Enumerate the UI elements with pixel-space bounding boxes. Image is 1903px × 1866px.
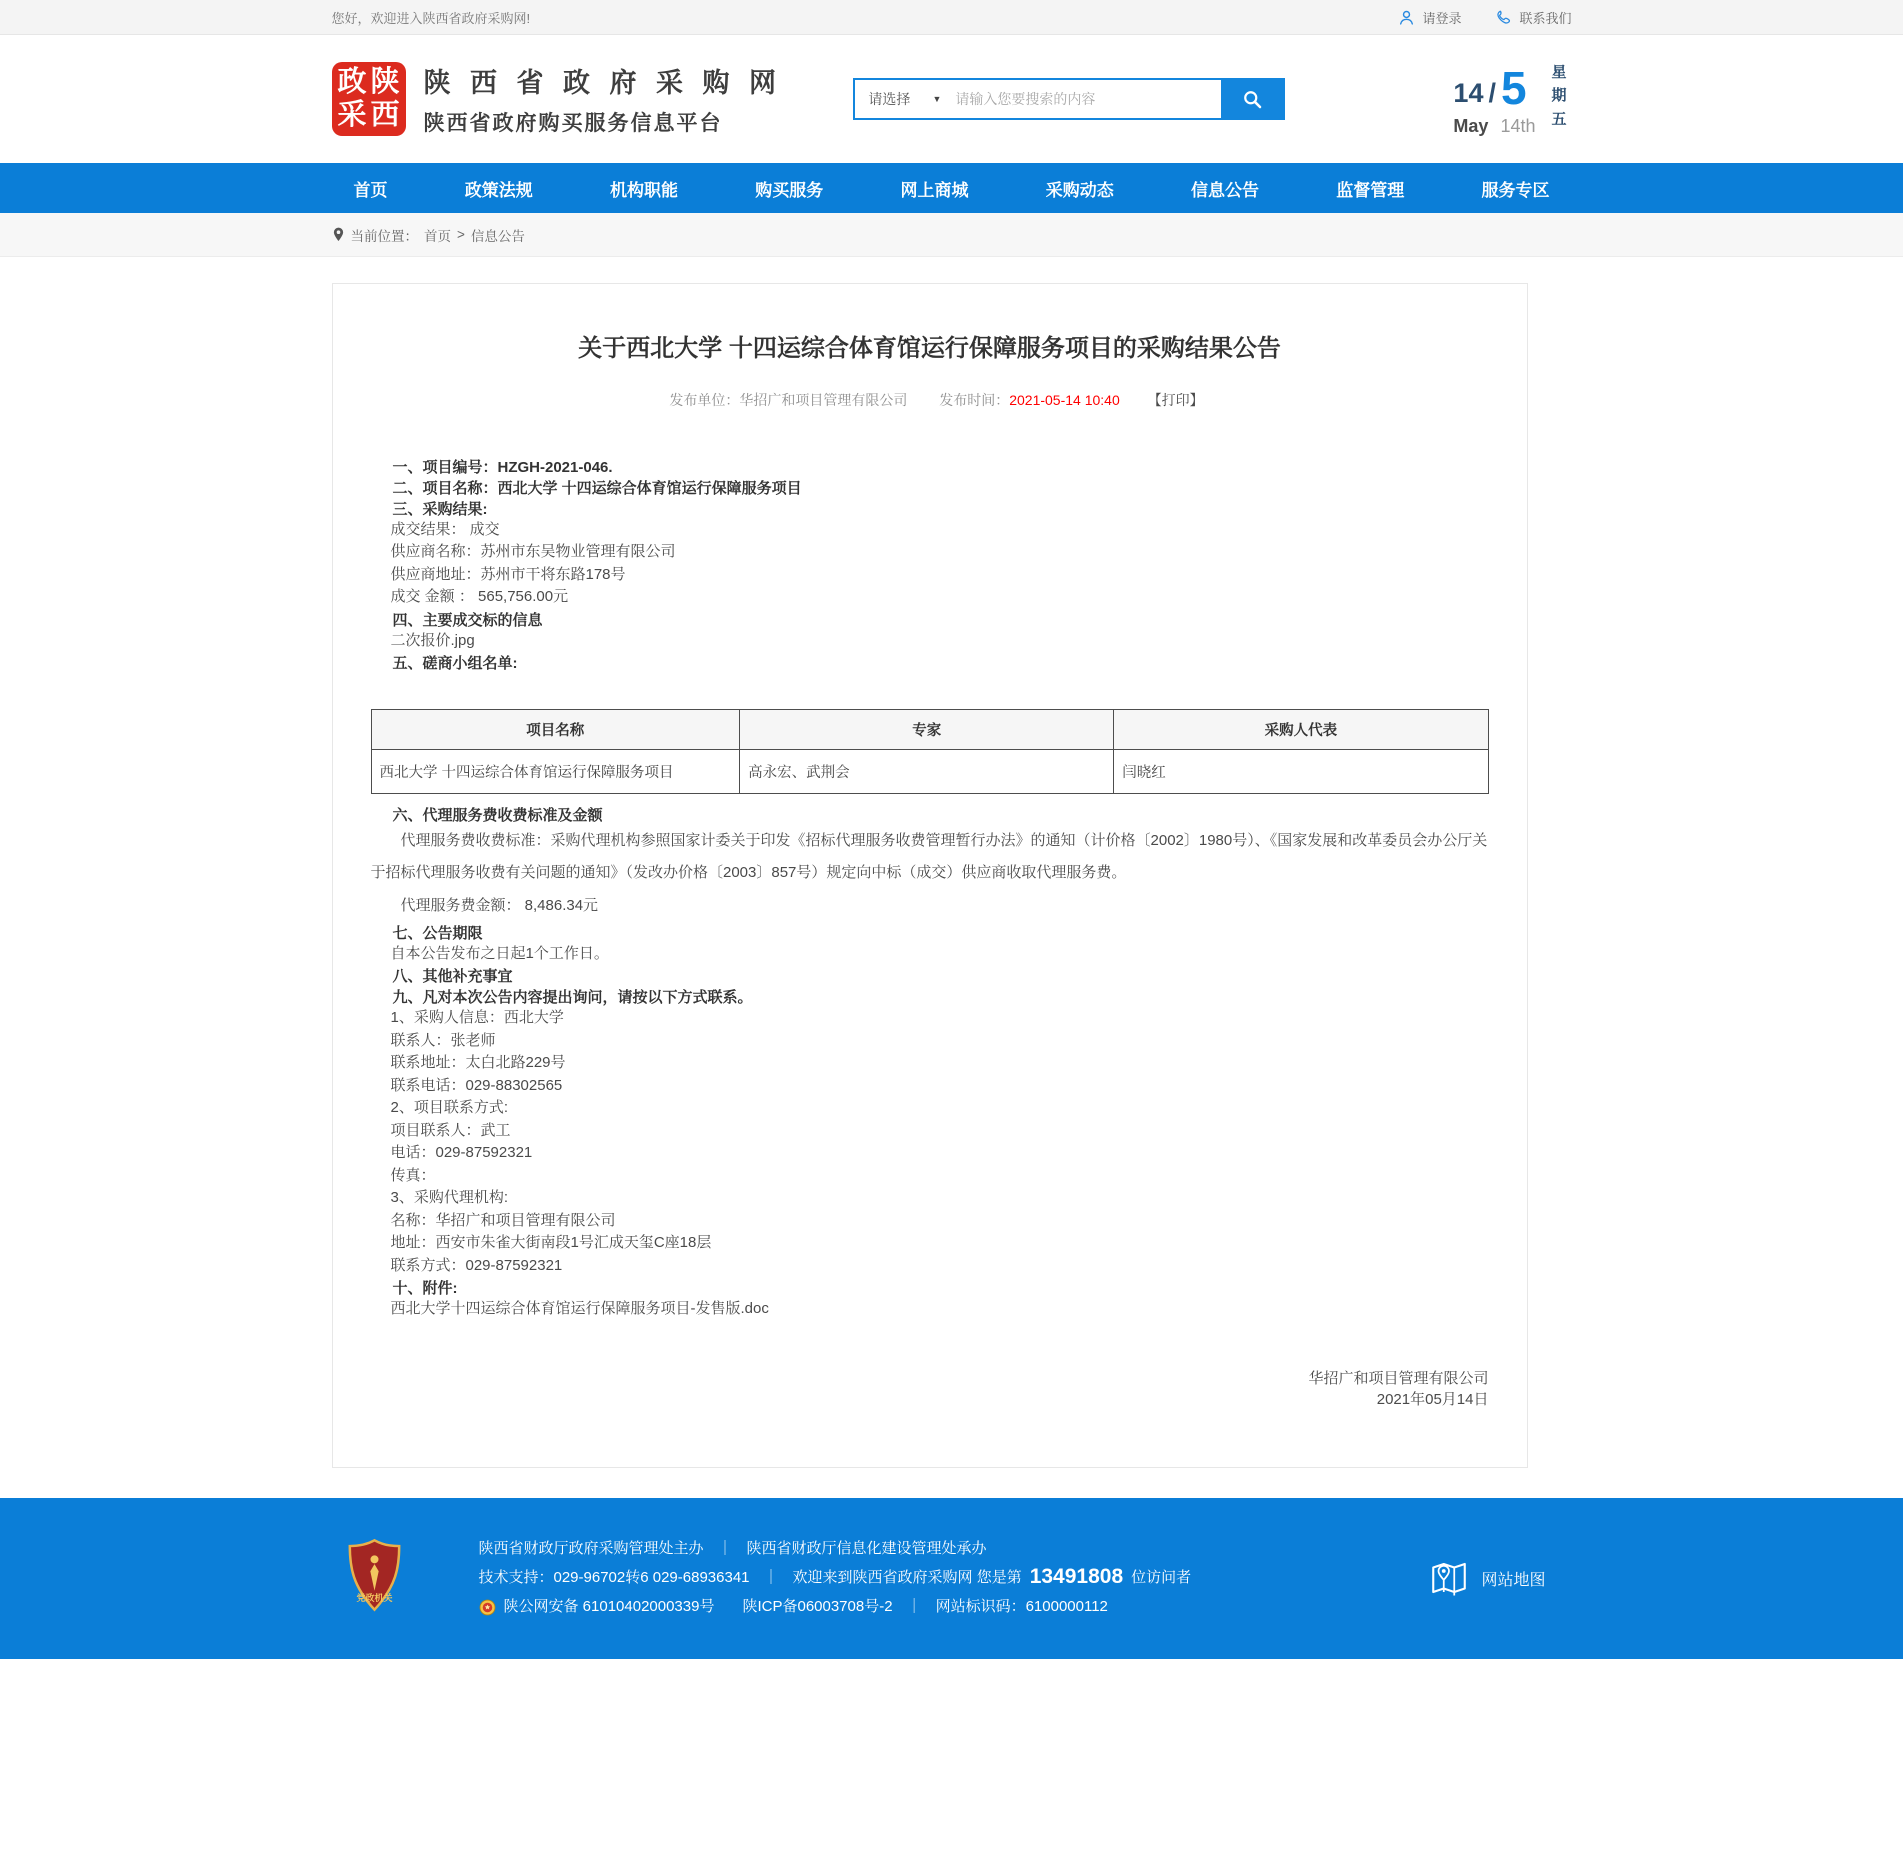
map-icon (1428, 1557, 1470, 1599)
location-pin-icon (332, 226, 345, 243)
welcome-text: 您好，欢迎进入陕西省政府采购网! (331, 10, 531, 26)
article-paragraph: 代理服务费收费标准：采购代理机构参照国家计委关于印发《招标代理服务收费管理暂行办法》的通知（计价格〔2002〕1980号）、《国家发展和改革委员会办公厅关于招标代理服务收费有关问题的通知》（发改办价格〔2003〕857号）规定向中标（成交）供应商收取代理服务费。 (370, 832, 1488, 882)
footer-support-line (479, 1567, 1192, 1589)
site-code-label: 网站标识码： (935, 1598, 1026, 1616)
login-label: 请登录 (1422, 10, 1462, 26)
icp-beian-link[interactable]: 陕ICP备06003708号-2 (742, 1598, 893, 1616)
publish-time-label: 发布时间： (939, 391, 1010, 408)
date-day-ordinal: 14th (1500, 116, 1536, 136)
results-table (371, 709, 1489, 794)
user-icon (1398, 9, 1415, 26)
article-paragraph: 五、磋商小组名单: (392, 655, 518, 673)
article-paragraph: 联系方式：029-87592321 (390, 1256, 563, 1274)
nav-item-8[interactable]: 服务专区 (1481, 180, 1550, 200)
article-paragraph: 七、公告期限 (392, 924, 483, 942)
article-paragraph: 联系地址：太白北路229号 (390, 1054, 566, 1072)
table-cell: 西北大学 十四运综合体育馆运行保障服务项目 (371, 750, 740, 794)
breadcrumb-home-link[interactable]: 首页 (424, 228, 451, 244)
footer-organizer-text: 陕西省财政厅信息化建设管理处承办 (746, 1540, 987, 1558)
breadcrumb-label: 当前位置： (350, 228, 418, 244)
logo-char: 西 (370, 99, 400, 131)
weekday-label: 星期五 (1551, 64, 1567, 128)
visitor-count: 13491808 (1029, 1565, 1124, 1589)
article-paragraph: 三、采购结果: (392, 500, 488, 518)
publisher-value: 华招广和项目管理有限公司 (739, 391, 908, 408)
nav-item-7[interactable]: 监督管理 (1336, 180, 1405, 200)
footer (0, 1498, 1903, 1659)
footer-beian-line (479, 1596, 1192, 1618)
footer-support-text: 技术支持：029-96702转6 029-68936341 (478, 1569, 750, 1587)
table-header-cell: 专家 (740, 710, 1114, 750)
government-emblem-icon (346, 1538, 403, 1618)
visitors-prefix: 欢迎来到陕西省政府采购网 您是第 (792, 1569, 1022, 1587)
article-paragraph: 十、附件: (392, 1280, 458, 1298)
footer-separator: ｜ (763, 1569, 779, 1587)
logo-char: 政 (337, 66, 367, 98)
table-cell: 高永宏、武荆会 (740, 750, 1114, 794)
publisher-label: 发布单位： (669, 391, 740, 408)
article-paragraph: 名称：华招广和项目管理有限公司 (390, 1211, 616, 1229)
date-separator: / (1488, 78, 1496, 108)
article-paragraph: 成交结果： 成交 (390, 520, 500, 538)
article-paragraph: 二、项目名称：西北大学 十四运综合体育馆运行保障服务项目 (392, 479, 802, 497)
article-title: 关于西北大学 十四运综合体育馆运行保障服务项目的采购结果公告 (578, 335, 1281, 362)
nav-item-4[interactable]: 网上商城 (900, 180, 969, 200)
contact-label: 联系我们 (1519, 10, 1572, 26)
footer-separator: ｜ (906, 1598, 922, 1616)
emblem-text: 党政机关 (355, 1593, 393, 1604)
login-button[interactable] (1398, 8, 1461, 27)
article-paragraph: 1、采购人信息：西北大学 (390, 1009, 564, 1027)
article-paragraph: 四、主要成交标的信息 (392, 611, 543, 629)
article-body (371, 456, 1489, 1409)
site-subtitle: 陕西省政府购买服务信息平台 (423, 112, 723, 135)
nav-item-3[interactable]: 购买服务 (755, 180, 824, 200)
article-paragraph: 一、项目编号：HZGH-2021-046. (392, 458, 613, 476)
breadcrumb (332, 213, 1572, 256)
nav-item-5[interactable]: 采购动态 (1045, 180, 1114, 200)
article-paragraph: 成交 金额 ： 565,756.00元 (390, 588, 569, 606)
gongan-beian-link[interactable]: 陕公网安备 61010402000339号 (503, 1598, 715, 1616)
footer-separator: ｜ (717, 1540, 733, 1558)
attachment-link[interactable]: 西北大学十四运综合体育馆运行保障服务项目-发售版.doc (390, 1300, 769, 1318)
table-header-cell: 采购人代表 (1114, 710, 1488, 750)
site-logo[interactable] (332, 62, 406, 136)
article-paragraph: 3、采购代理机构: (390, 1189, 509, 1207)
contact-button[interactable] (1495, 8, 1571, 27)
article-paragraph: 供应商地址：苏州市干将东路178号 (390, 565, 626, 583)
search-icon (1242, 89, 1263, 110)
search-box (853, 78, 1285, 120)
sitemap-label: 网站地图 (1481, 1571, 1546, 1589)
main-nav-bar (0, 163, 1903, 213)
publish-time-value: 2021-05-14 10:40 (1009, 391, 1120, 408)
police-badge-icon (479, 1599, 496, 1616)
article-paragraph: 二次报价.jpg (390, 631, 475, 649)
article-paragraph: 联系电话：029-88302565 (390, 1076, 563, 1094)
table-row (371, 750, 1488, 794)
footer-host-text: 陕西省财政厅政府采购管理处主办 (478, 1540, 704, 1558)
article-paragraph: 电话：029-87592321 (390, 1144, 533, 1162)
topbar (0, 0, 1903, 35)
article-paragraph: 传真： (390, 1166, 436, 1184)
article-meta (371, 390, 1489, 410)
signature-company: 华招广和项目管理有限公司 (1308, 1369, 1489, 1387)
article-paragraph: 供应商名称：苏州市东吴物业管理有限公司 (390, 543, 676, 561)
site-code-value: 6100000112 (1025, 1598, 1108, 1616)
date-day: 14 (1453, 78, 1484, 108)
site-title: 陕 西 省 政 府 采 购 网 (423, 68, 783, 98)
article-paragraph: 八、其他补充事宜 (392, 968, 513, 986)
site-header (0, 35, 1903, 163)
article-paragraph: 代理服务费金额： 8,486.34元 (400, 896, 599, 914)
search-button[interactable] (1221, 80, 1283, 118)
sitemap-button[interactable] (1428, 1557, 1545, 1599)
print-button[interactable]: 【打印】 (1147, 391, 1204, 408)
breadcrumb-separator: > (457, 227, 465, 242)
article-paragraph: 地址：西安市朱雀大街南段1号汇成天玺C座18层 (390, 1234, 712, 1252)
article-paragraph: 联系人：张老师 (390, 1031, 496, 1049)
chevron-down-icon: ▼ (932, 94, 942, 104)
phone-icon (1495, 9, 1512, 26)
article-paragraph: 项目联系人：武工 (390, 1121, 511, 1139)
nav-item-1[interactable]: 政策法规 (464, 180, 533, 200)
signature-date: 2021年05月14日 (1376, 1390, 1489, 1408)
breadcrumb-current[interactable]: 信息公告 (470, 228, 525, 244)
logo-char: 陕 (370, 66, 400, 98)
date-month: 5 (1500, 62, 1527, 114)
nav-item-6[interactable]: 信息公告 (1191, 180, 1259, 200)
nav-item-0[interactable]: 首页 (353, 180, 388, 200)
breadcrumb-bar (0, 213, 1903, 257)
search-input[interactable] (951, 80, 1221, 118)
logo-char: 采 (337, 99, 367, 131)
date-month-en: May (1453, 116, 1489, 136)
article-paragraph: 自本公告发布之日起1个工作日。 (390, 944, 609, 962)
table-cell: 闫晓红 (1114, 750, 1488, 794)
date-widget (1453, 61, 1571, 137)
search-category-select[interactable] (855, 80, 951, 118)
article-paragraph: 六、代理服务费收费标准及金额 (392, 807, 603, 825)
footer-host-line (479, 1538, 1192, 1560)
visitors-suffix: 位访问者 (1131, 1569, 1192, 1587)
article-card (332, 283, 1528, 1468)
table-header-cell: 项目名称 (371, 710, 740, 750)
article-paragraph: 九、凡对本次公告内容提出询问，请按以下方式联系。 (392, 989, 753, 1007)
nav-item-2[interactable]: 机构职能 (610, 180, 678, 200)
main-nav (332, 163, 1572, 213)
search-category-label: 请选择 (868, 91, 911, 107)
article-paragraph: 2、项目联系方式: (390, 1099, 509, 1117)
